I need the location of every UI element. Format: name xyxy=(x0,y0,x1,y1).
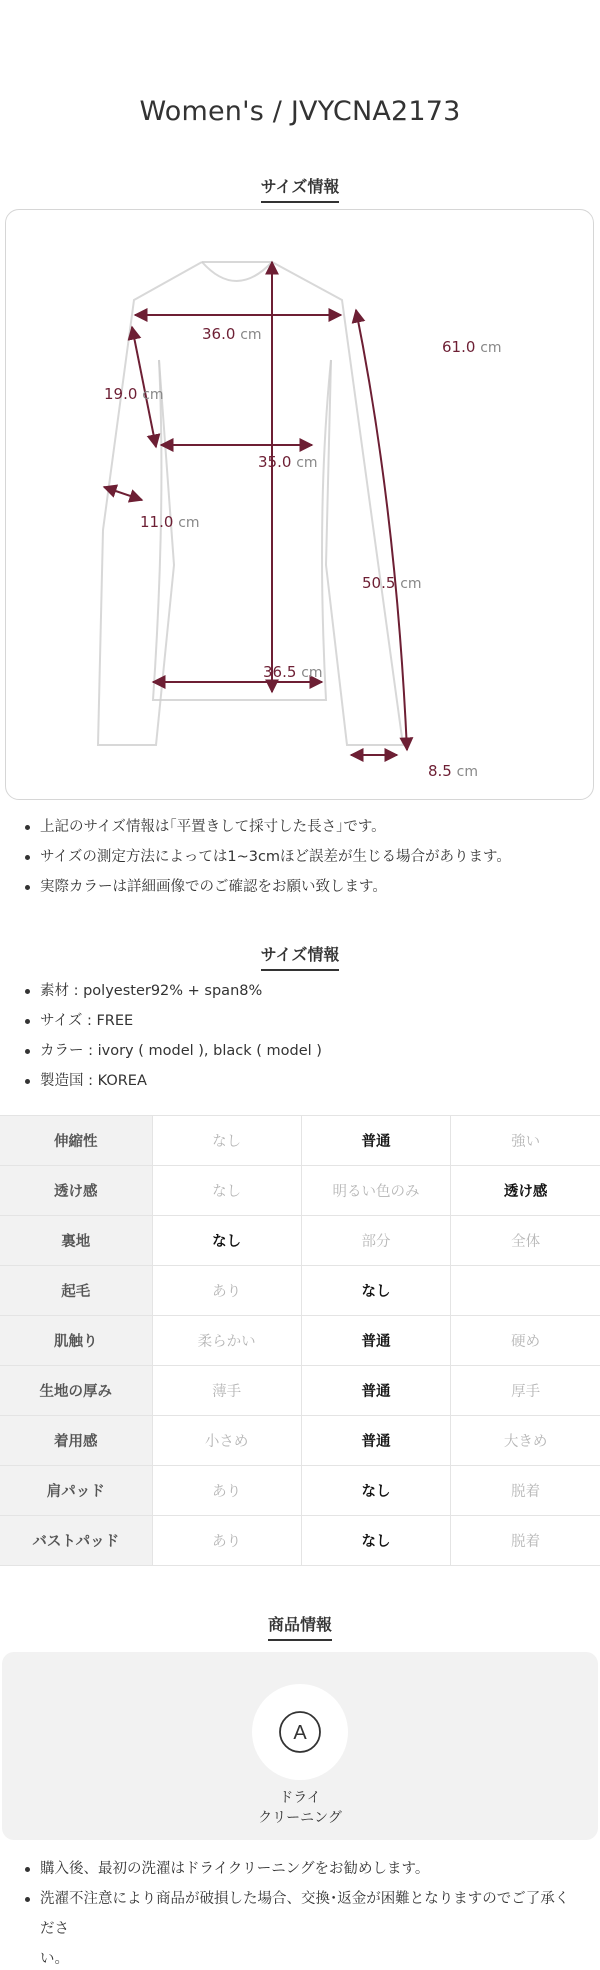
fabric-row xyxy=(0,1516,600,1566)
spec-item: カラー : ivory ( model ), black ( model ) xyxy=(22,1036,578,1066)
fabric-row-label: 着用感 xyxy=(0,1416,152,1466)
total-length-measure: 50.5 cm xyxy=(362,574,422,592)
fabric-option: 脱着 xyxy=(451,1516,600,1566)
fabric-option: 部分 xyxy=(301,1216,450,1266)
fabric-option-selected: なし xyxy=(301,1266,450,1316)
fabric-attributes-table xyxy=(0,1115,600,1566)
fabric-option: あり xyxy=(152,1516,301,1566)
fabric-row xyxy=(0,1116,600,1166)
fabric-option: なし xyxy=(152,1116,301,1166)
fabric-row xyxy=(0,1416,600,1466)
spec-item: 素材 : polyester92% + span8% xyxy=(22,976,578,1006)
fabric-row-label: 透け感 xyxy=(0,1166,152,1216)
fabric-option: あり xyxy=(152,1466,301,1516)
fabric-row-label: 起毛 xyxy=(0,1266,152,1316)
shoulder-measure: 36.0 cm xyxy=(202,325,262,343)
armhole-measure: 19.0 cm xyxy=(104,385,164,403)
fabric-option-selected: なし xyxy=(301,1516,450,1566)
product-section-heading-text: 商品情報 xyxy=(268,1612,332,1641)
product-notes xyxy=(22,1854,578,1970)
fabric-option-selected: 普通 xyxy=(301,1316,450,1366)
fabric-row-label: 肌触り xyxy=(0,1316,152,1366)
fabric-option-selected: 透け感 xyxy=(451,1166,600,1216)
hem-measure: 36.5 cm xyxy=(263,663,323,681)
dry-clean-circle-icon xyxy=(276,1708,324,1756)
cuff-measure: 8.5 cm xyxy=(428,762,478,780)
product-note: 購入後、最初の洗濯はドライクリーニングをお勧めします。 xyxy=(22,1854,578,1884)
care-icon-letter: A xyxy=(293,1722,307,1744)
fabric-option: なし xyxy=(152,1166,301,1216)
sleeve-length-line xyxy=(356,310,407,750)
spec-section-heading-text: サイズ情報 xyxy=(261,942,340,971)
fabric-option: 柔らかい xyxy=(152,1316,301,1366)
care-label-line1: ドライ xyxy=(279,1790,321,1806)
fabric-row-label: 裏地 xyxy=(0,1216,152,1266)
fabric-option: 脱着 xyxy=(451,1466,600,1516)
fabric-row xyxy=(0,1466,600,1516)
fabric-row-label: 伸縮性 xyxy=(0,1116,152,1166)
spec-section-heading xyxy=(0,942,600,971)
fabric-option-selected: 普通 xyxy=(301,1116,450,1166)
fabric-option-selected: なし xyxy=(301,1466,450,1516)
product-section-heading xyxy=(0,1612,600,1641)
fabric-option: あり xyxy=(152,1266,301,1316)
care-icon-circle xyxy=(252,1684,348,1780)
fabric-row xyxy=(0,1266,600,1316)
spec-item: サイズ : FREE xyxy=(22,1006,578,1036)
fabric-row xyxy=(0,1316,600,1366)
chest-measure: 35.0 cm xyxy=(258,453,318,471)
fabric-option: 大きめ xyxy=(451,1416,600,1466)
spec-list xyxy=(22,976,578,1096)
fabric-option: 明るい色のみ xyxy=(301,1166,450,1216)
page-title: Women's / JVYCNA2173 xyxy=(139,96,461,127)
product-note-continued: い。 xyxy=(40,1951,69,1967)
size-note: サイズの測定方法によっては1~3cmほど誤差が生じる場合があります。 xyxy=(22,842,578,872)
fabric-row-label: バストパッド xyxy=(0,1516,152,1566)
fabric-row-label: 生地の厚み xyxy=(0,1366,152,1416)
fabric-option: 強い xyxy=(451,1116,600,1166)
fabric-option-selected: なし xyxy=(152,1216,301,1266)
fabric-option: 全体 xyxy=(451,1216,600,1266)
sleeve-width-measure: 11.0 cm xyxy=(140,513,200,531)
sleeve-width-line xyxy=(104,487,142,500)
fabric-row xyxy=(0,1366,600,1416)
spec-item: 製造国 : KOREA xyxy=(22,1066,578,1096)
size-diagram xyxy=(5,209,594,800)
fabric-option-selected: 普通 xyxy=(301,1366,450,1416)
fabric-row-label: 肩パッド xyxy=(0,1466,152,1516)
fabric-row xyxy=(0,1166,600,1216)
fabric-option-selected: 普通 xyxy=(301,1416,450,1466)
care-label-line2: クリーニング xyxy=(258,1810,342,1826)
sleeve-length-measure: 61.0 cm xyxy=(442,338,502,356)
size-notes xyxy=(22,812,578,902)
fabric-option: 厚手 xyxy=(451,1366,600,1416)
fabric-option: 硬め xyxy=(451,1316,600,1366)
size-note: 上記のサイズ情報は｢平置きして採寸した長さ｣です。 xyxy=(22,812,578,842)
care-label xyxy=(2,1788,598,1828)
size-section-heading xyxy=(0,174,600,203)
garment-diagram-svg xyxy=(6,210,595,801)
size-section-heading-text: サイズ情報 xyxy=(261,174,340,203)
fabric-option xyxy=(451,1266,600,1316)
size-note: 実際カラーは詳細画像でのご確認をお願い致します。 xyxy=(22,872,578,902)
fabric-option: 薄手 xyxy=(152,1366,301,1416)
care-instructions-box xyxy=(2,1652,598,1840)
product-note: 洗濯不注意により商品が破損した場合、交換･返金が困難となりますのでご了承くださ xyxy=(22,1884,578,1944)
fabric-option: 小さめ xyxy=(152,1416,301,1466)
fabric-row xyxy=(0,1216,600,1266)
